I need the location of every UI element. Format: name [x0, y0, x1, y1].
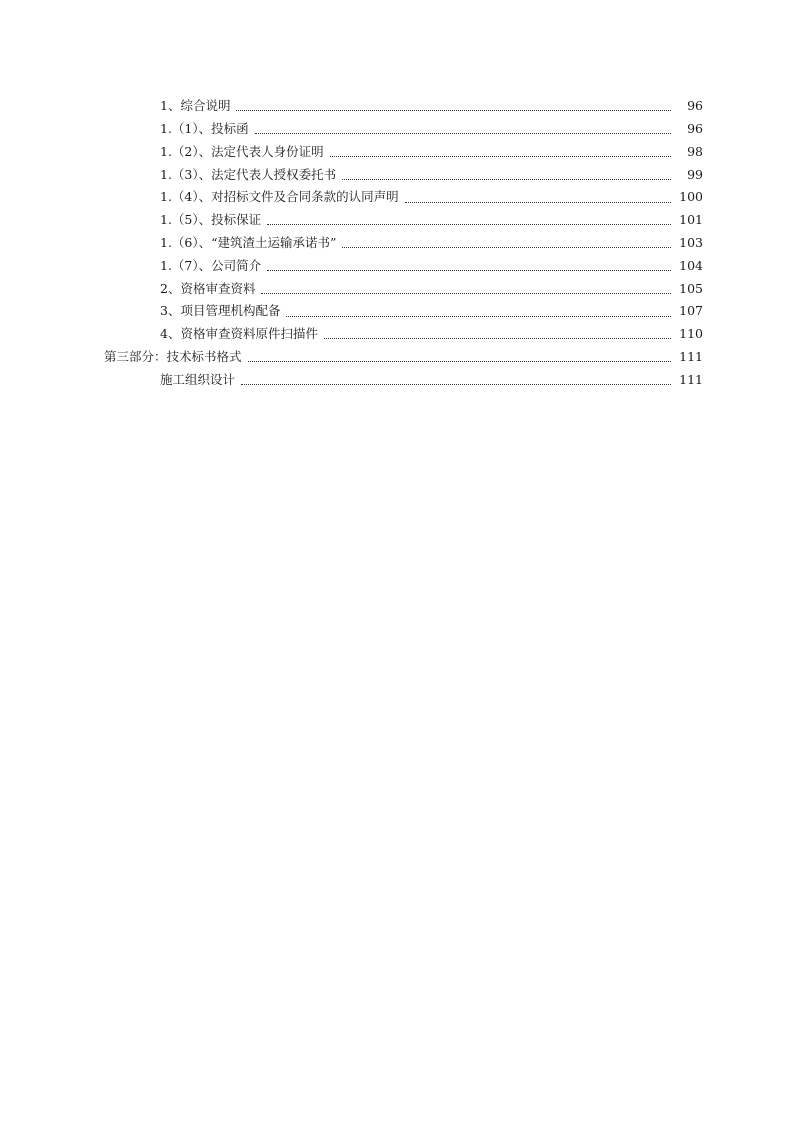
- toc-entry[interactable]: [160, 300, 703, 323]
- dot-leader: [236, 109, 671, 111]
- toc-entry-page: 100: [679, 189, 703, 205]
- table-of-contents: [0, 95, 793, 391]
- toc-entry[interactable]: [160, 141, 703, 164]
- dot-leader: [255, 132, 671, 134]
- dot-leader: [261, 292, 671, 294]
- toc-entry[interactable]: [160, 209, 703, 232]
- toc-entry-page: 96: [687, 120, 703, 136]
- toc-entry-label: 1.（5）、投标保证: [160, 212, 262, 228]
- toc-entry[interactable]: [160, 255, 703, 278]
- toc-entry[interactable]: [160, 186, 703, 209]
- toc-entry-page: 110: [679, 326, 703, 342]
- toc-entry-label: 1.（4）、对招标文件及合同条款的认同声明: [160, 189, 399, 205]
- toc-entry-label: 1.（3）、法定代表人授权委托书: [160, 166, 337, 182]
- toc-entry[interactable]: [160, 232, 703, 255]
- toc-entry-label: 4、资格审查资料原件扫描件: [160, 326, 318, 342]
- toc-section-heading[interactable]: [104, 346, 703, 369]
- toc-entry-page: 101: [679, 212, 703, 228]
- toc-entry[interactable]: [160, 323, 703, 346]
- toc-entry-label: 第三部分：技术标书格式: [104, 348, 242, 364]
- toc-entry-label: 1.（6）、“建筑渣土运输承诺书”: [160, 234, 337, 250]
- toc-entry-page: 98: [687, 143, 703, 159]
- toc-entry-page: 111: [679, 371, 703, 387]
- toc-entry[interactable]: [160, 118, 703, 141]
- toc-entry-page: 105: [679, 280, 703, 296]
- toc-entry-page: 99: [687, 166, 703, 182]
- toc-entry[interactable]: [160, 369, 703, 392]
- toc-entry-label: 1.（7）、公司简介: [160, 257, 262, 273]
- toc-entry-page: 107: [679, 303, 703, 319]
- toc-entry-page: 111: [679, 348, 703, 364]
- dot-leader: [330, 155, 671, 157]
- dot-leader: [248, 360, 671, 362]
- dot-leader: [267, 269, 671, 271]
- toc-entry-page: 103: [679, 234, 703, 250]
- dot-leader: [267, 223, 671, 225]
- toc-entry-page: 96: [687, 98, 703, 114]
- toc-entry-label: 3、项目管理机构配备: [160, 303, 281, 319]
- toc-entry[interactable]: [160, 277, 703, 300]
- toc-entry-label: 1.（2）、法定代表人身份证明: [160, 143, 324, 159]
- dot-leader: [342, 246, 671, 248]
- toc-entry-page: 104: [679, 257, 703, 273]
- dot-leader: [324, 337, 671, 339]
- dot-leader: [405, 201, 671, 203]
- toc-entry-label: 1、综合说明: [160, 98, 231, 114]
- toc-entry[interactable]: [160, 95, 703, 118]
- dot-leader: [286, 315, 671, 317]
- toc-entry-label: 1.（1）、投标函: [160, 120, 249, 136]
- toc-entry[interactable]: [160, 163, 703, 186]
- toc-entry-label: 施工组织设计: [160, 371, 236, 387]
- dot-leader: [241, 383, 671, 385]
- toc-entry-label: 2、资格审查资料: [160, 280, 256, 296]
- dot-leader: [342, 178, 671, 180]
